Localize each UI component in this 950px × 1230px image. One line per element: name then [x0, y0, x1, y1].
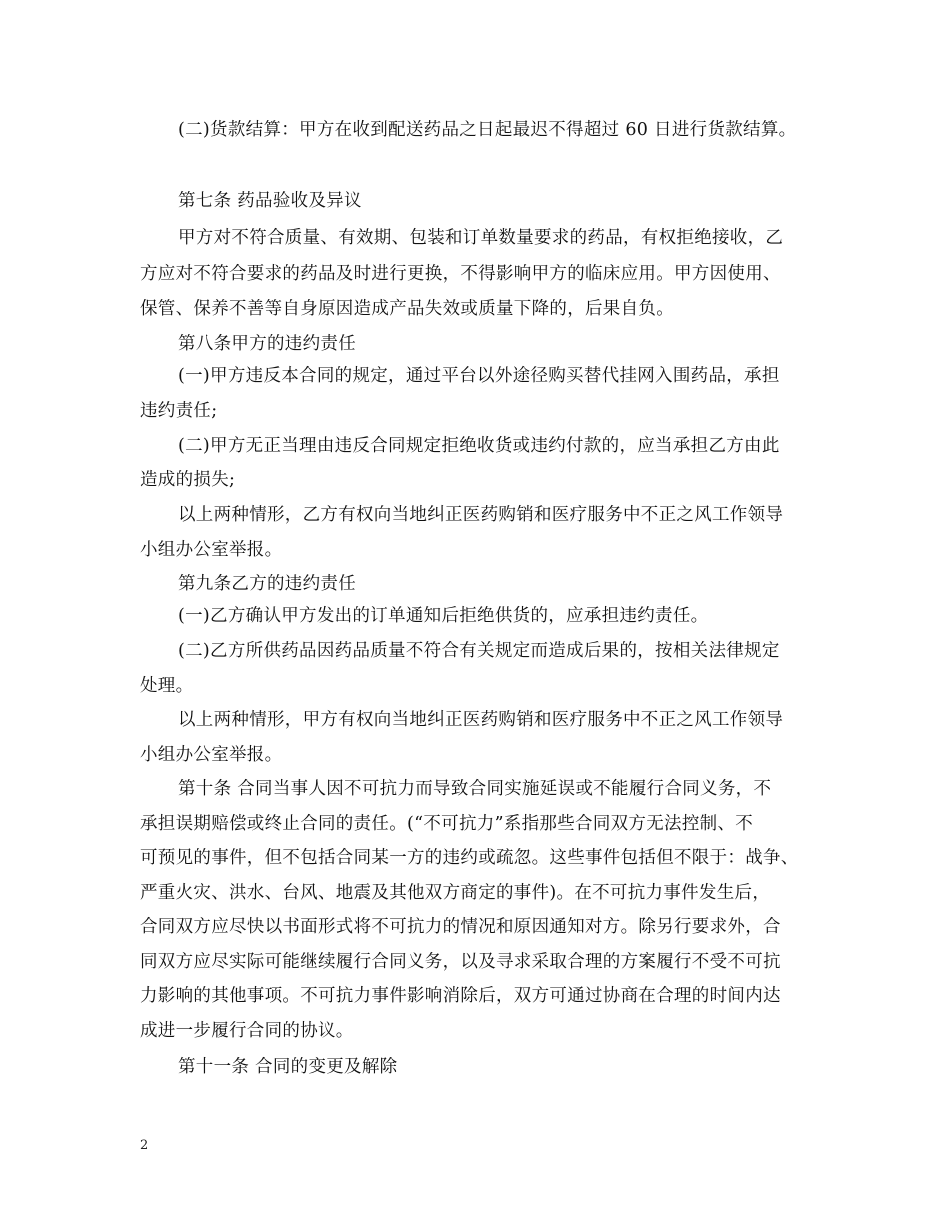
line-21: 可预见的事件，但不包括合同某一方的违约或疏忽。这些事件包括但不限于：战争、 — [140, 848, 799, 868]
line-15: (二)乙方所供药品因药品质量不符合有关规定而造成后果的，按相关法律规定 — [178, 641, 780, 661]
line-27: 第十一条 合同的变更及解除 — [178, 1057, 398, 1077]
line-03: 甲方对不符合质量、有效期、包装和订单数量要求的药品，有权拒绝接收，乙 — [178, 228, 784, 248]
line-12: 小组办公室举报。 — [140, 540, 283, 560]
line-10: 造成的损失; — [140, 470, 236, 490]
line-04: 方应对不符合要求的药品及时进行更换，不得影响甲方的临床应用。甲方因使用、 — [140, 264, 781, 284]
line-06: 第八条甲方的违约责任 — [178, 334, 356, 354]
line-07: (一)甲方违反本合同的规定，通过平台以外途径购买替代挂网入围药品，承担 — [178, 366, 780, 386]
line-02: 第七条 药品验收及异议 — [178, 191, 362, 211]
line-24: 同双方应尽实际可能继续履行合同义务，以及寻求采取合理的方案履行不受不可抗 — [140, 952, 781, 972]
line-09: (二)甲方无正当理由违反合同规定拒绝收货或违约付款的，应当承担乙方由此 — [178, 436, 780, 456]
line-20: 承担误期赔偿或终止合同的责任。(“不可抗力”系指那些合同双方无法控制、不 — [140, 814, 754, 834]
line-25: 力影响的其他事项。不可抗力事件影响消除后，双方可通过协商在合理的时间内达 — [140, 986, 781, 1006]
line-13: 第九条乙方的违约责任 — [178, 574, 356, 594]
page-number: 2 — [140, 1138, 149, 1153]
line-23: 合同双方应尽快以书面形式将不可抗力的情况和原因通知对方。除另行要求外，合 — [140, 917, 781, 937]
line-19: 第十条 合同当事人因不可抗力而导致合同实施延误或不能履行合同义务，不 — [178, 779, 772, 799]
line-18: 小组办公室举报。 — [140, 745, 283, 765]
line-01: (二)货款结算：甲方在收到配送药品之日起最迟不得超过 60 日进行货款结算。 — [178, 120, 797, 140]
line-08: 违约责任; — [140, 401, 218, 421]
line-26: 成进一步履行合同的协议。 — [140, 1021, 354, 1041]
line-05: 保管、保养不善等自身原因造成产品失效或质量下降的，后果自负。 — [140, 299, 674, 319]
line-17: 以上两种情形，甲方有权向当地纠正医药购销和医疗服务中不正之风工作领导 — [178, 710, 784, 730]
line-11: 以上两种情形，乙方有权向当地纠正医药购销和医疗服务中不正之风工作领导 — [178, 505, 784, 525]
line-14: (一)乙方确认甲方发出的订单通知后拒绝供货的，应承担违约责任。 — [178, 606, 709, 626]
line-16: 处理。 — [140, 676, 194, 696]
line-22: 严重火灾、洪水、台风、地震及其他双方商定的事件)。在不可抗力事件发生后， — [140, 883, 771, 903]
